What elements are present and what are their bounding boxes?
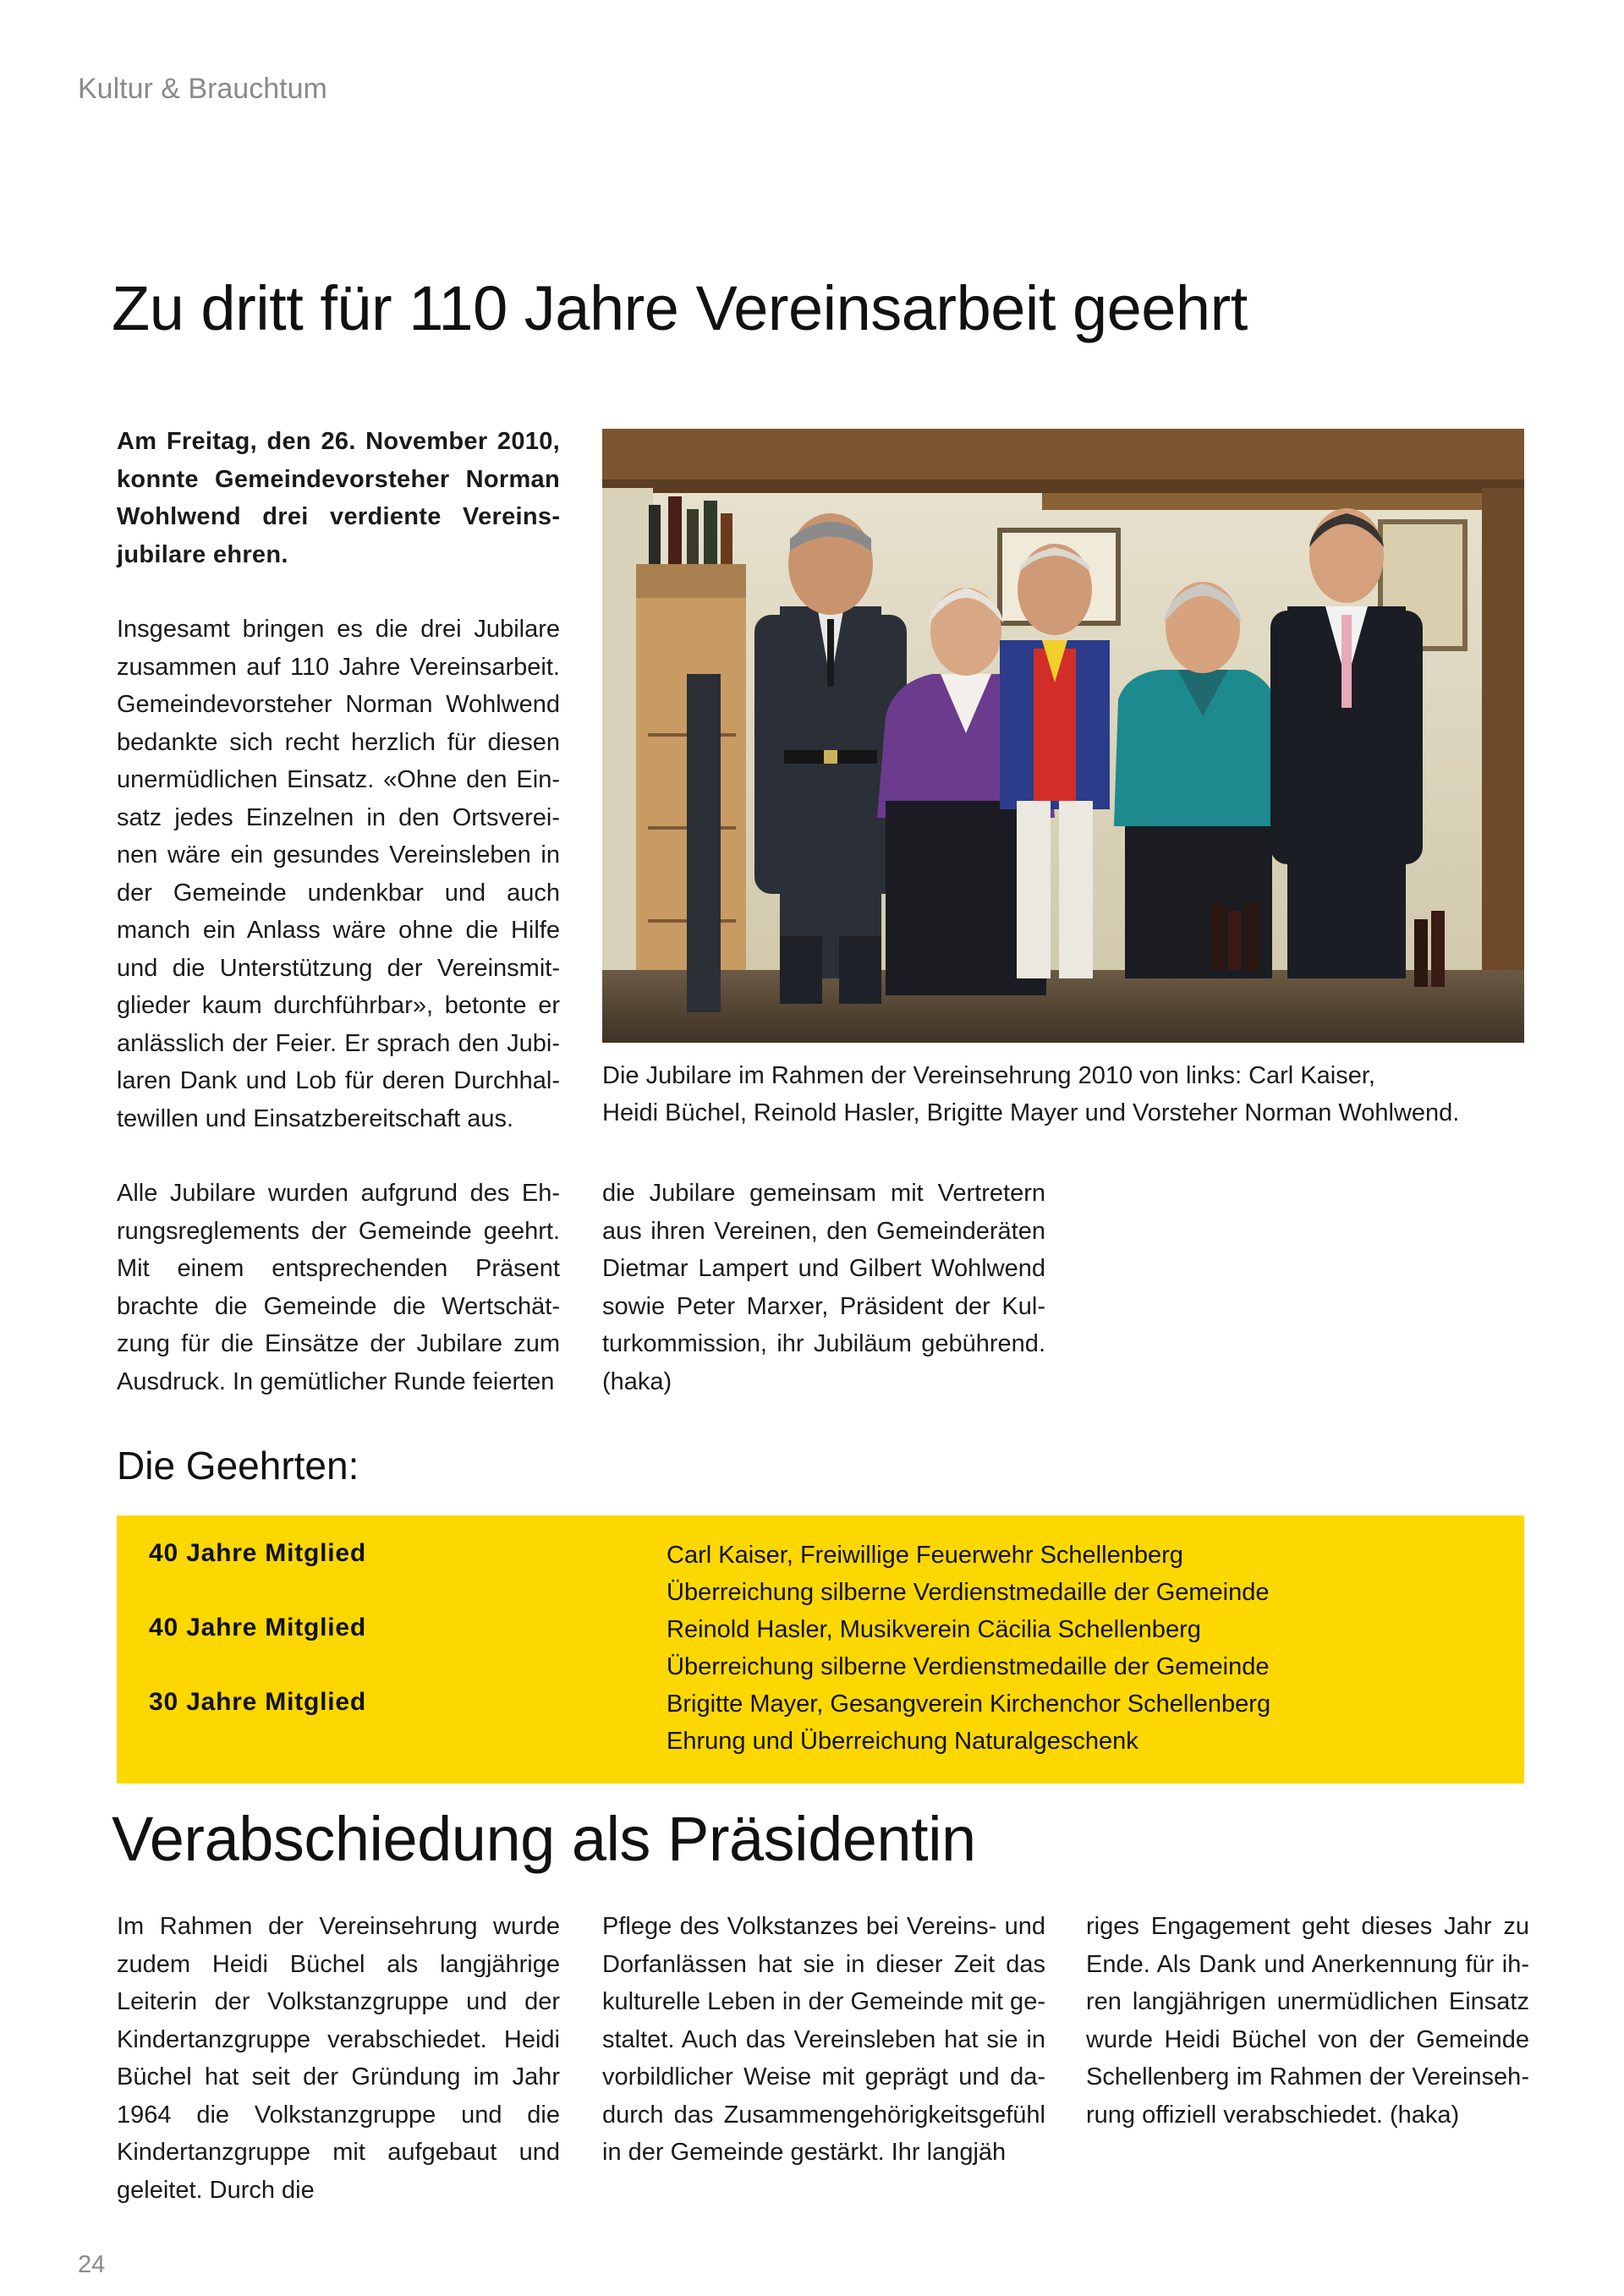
honoree-details	[667, 1611, 1270, 1685]
article2-paragraph: riges Engagement geht dieses Jahr zu Ende. Als Dank und Anerkennung für ihren langjährigen unermüdlichen Einsatz wurde Heidi Büchel von der Gemeinde Schellenberg im Rahmen der Vereinsehrung offiziell verabschiedet. (haka)	[1086, 1913, 1529, 2129]
honoree-details	[667, 1685, 1270, 1760]
page-number: 24	[78, 2251, 106, 2278]
article-right-column	[602, 1175, 1045, 1400]
honorees-title: Die Geehrten:	[117, 1444, 359, 1488]
article-photo	[602, 429, 1524, 1043]
group-photo-illustration	[602, 429, 1524, 1043]
article-title: Zu dritt für 110 Jahre Vereinsarbeit geehrt	[112, 273, 1248, 343]
honoree-award: Überreichung silberne Verdienstmedaille der Gemeinde	[667, 1653, 1270, 1680]
article2-paragraph: Pflege des Volkstanzes bei Vereins- und Dorfanlässen hat sie in dieser Zeit das kulturelle Leben in der Gemeinde mit gestaltet. Auch das Vereinsleben hat sie in vorbildlicher Weise mit geprägt und dadurch das Zusammengehörigkeitsgefühl in der Gemeinde gestärkt. Ihr langjäh	[602, 1913, 1045, 2166]
photo-caption	[602, 1057, 1459, 1132]
caption-line: Heidi Büchel, Reinold Hasler, Brigitte Mayer und Vorsteher Norman Wohlwend.	[602, 1099, 1460, 1126]
honoree-label: 30 Jahre Mitglied	[149, 1688, 367, 1716]
article2-paragraph: Im Rahmen der Vereinsehrung wurde zudem Heidi Büchel als langjährige Leiterin der Volkstanzgruppe und der Kindertanzgruppe verabschiedet. Heidi Büchel hat seit der Gründung im Jahr 1964 die Volkstanzgruppe und die Kindertanzgruppe mit aufgebaut und geleitet. Durch die	[117, 1913, 560, 2204]
caption-line: Die Jubilare im Rahmen der Vereinsehrung 2010 von links: Carl Kaiser,	[602, 1062, 1375, 1089]
article2-column-2	[602, 1908, 1045, 2172]
article-left-column	[117, 423, 560, 1400]
honoree-name: Brigitte Mayer, Gesangverein Kirchenchor Schellenberg	[667, 1690, 1271, 1718]
honorees-box	[117, 1515, 1524, 1784]
honoree-name: Carl Kaiser, Freiwillige Feuerwehr Schellenberg	[667, 1542, 1183, 1569]
honoree-details	[667, 1537, 1270, 1611]
honoree-name: Reinold Hasler, Musikverein Cäcilia Schellenberg	[667, 1616, 1201, 1643]
honoree-label: 40 Jahre Mitglied	[149, 1614, 367, 1641]
article2-column-1	[117, 1908, 560, 2209]
article-lead: Am Freitag, den 26. November 2010, konnte Gemeindevorsteher Norman Wohlwend drei verdiente Vereinsjubilare ehren.	[117, 428, 560, 568]
article-paragraph-2: Alle Jubilare wurden aufgrund des Ehrungsreglements der Gemeinde geehrt. Mit einem entsprechenden Präsent brachte die Gemeinde die Wertschätzung für die Einsätze der Jubilare zum Ausdruck. In gemütlicher Runde feierten	[117, 1180, 560, 1395]
honoree-award: Überreichung silberne Verdienstmedaille der Gemeinde	[667, 1579, 1270, 1606]
section-label: Kultur & Brauchtum	[78, 73, 327, 105]
article2-column-3	[1086, 1908, 1529, 2134]
article2-title: Verabschiedung als Präsidentin	[112, 1804, 976, 1874]
honoree-label: 40 Jahre Mitglied	[149, 1539, 367, 1567]
honoree-award: Ehrung und Überreichung Naturalgeschenk	[667, 1728, 1138, 1755]
article-paragraph-3: die Jubilare gemeinsam mit Vertretern aus ihren Vereinen, den Gemeinderäten Dietmar Lampert und Gilbert Wohlwend sowie Peter Marxer, Präsident der Kulturkommission, ihr Jubiläum gebührend. (haka)	[602, 1180, 1045, 1395]
article-paragraph-1: Insgesamt bringen es die drei Jubilare zusammen auf 110 Jahre Vereinsarbeit. Gemeindevorsteher Norman Wohlwend bedankte sich recht herzlich für diesen unermüdlichen Einsatz. «Ohne den Einsatz jedes Einzelnen in den Ortsvereinen wäre ein gesundes Vereinsleben in der Gemeinde undenkbar und auch manch ein Anlass wäre ohne die Hilfe und die Unterstützung der Vereinsmitglieder kaum durchführbar», betonte er anlässlich der Feier. Er sprach den Jubilaren Dank und Lob für deren Durchhaltewillen und Einsatzbereitschaft aus.	[117, 616, 560, 1132]
